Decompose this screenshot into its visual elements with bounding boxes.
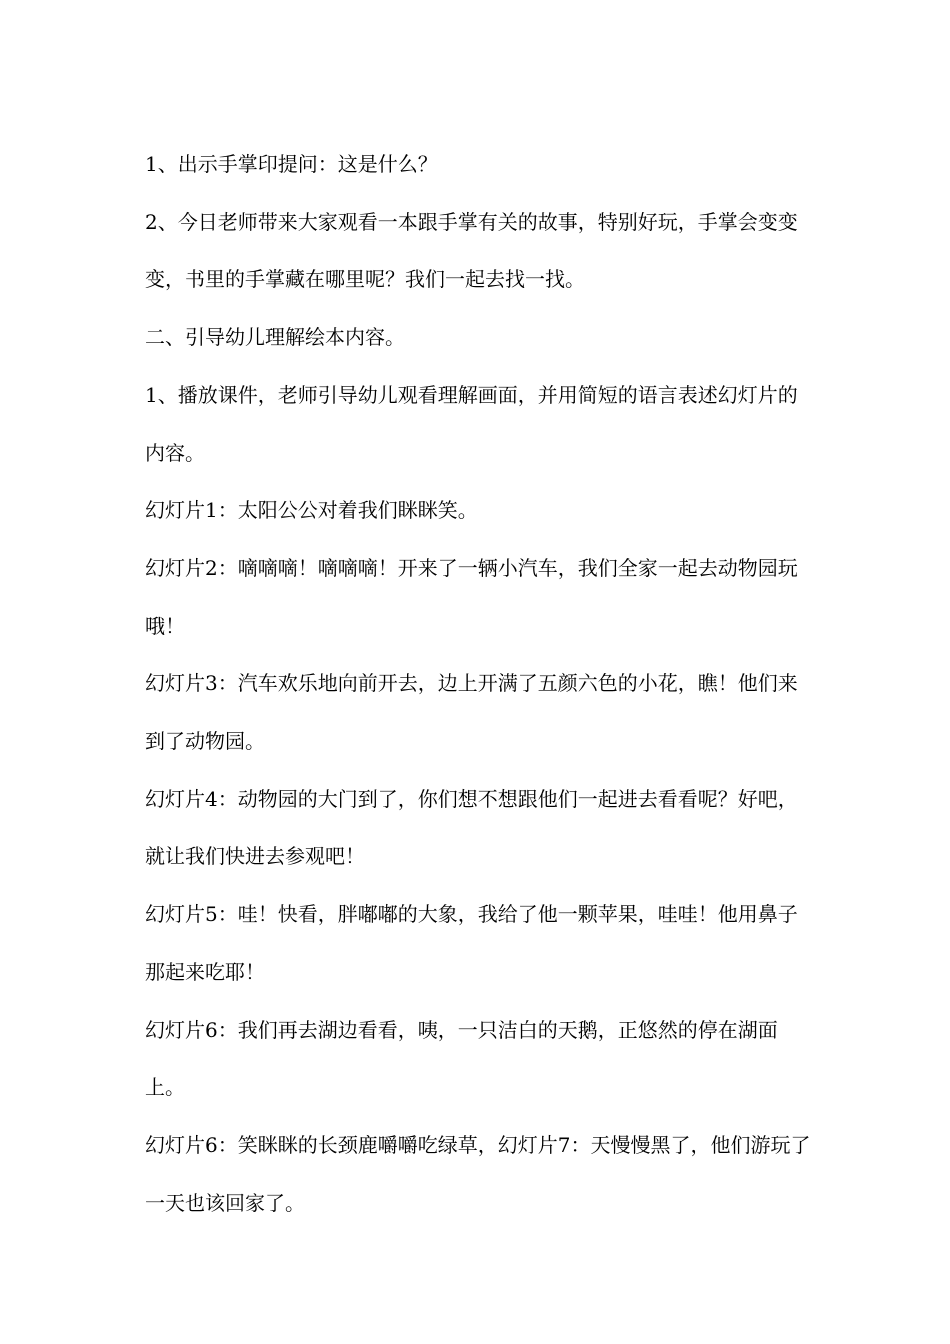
document-page xyxy=(145,136,815,1232)
slide-6-7-text: 幻灯片6：笑眯眯的长颈鹿嚼嚼吃绿草，幻灯片7：天慢慢黑了，他们游玩了一天也该回家了。 xyxy=(145,1132,811,1215)
paragraph-play-slides: 1、播放课件，老师引导幼儿观看理解画面，并用简短的语言表述幻灯片的内容。 xyxy=(145,382,798,465)
slide-3-text: 幻灯片3：汽车欢乐地向前开去，边上开满了五颜六色的小花，瞧！他们来到了动物园。 xyxy=(145,671,798,754)
slide-2-text: 幻灯片2：嘀嘀嘀！嘀嘀嘀！开来了一辆小汽车，我们全家一起去动物园玩哦！ xyxy=(145,555,798,638)
paragraph-step-1: 1、出示手掌印提问：这是什么？ xyxy=(145,152,438,176)
slide-4-text: 幻灯片4：动物园的大门到了，你们想不想跟他们一起进去看看呢？好吧，就让我们快进去参观吧！ xyxy=(145,786,798,869)
paragraph-step-2: 2、今日老师带来大家观看一本跟手掌有关的故事，特别好玩，手掌会变变变，书里的手掌藏在哪里呢？我们一起去找一找。 xyxy=(145,209,798,292)
slide-5-text: 幻灯片5：哇！快看，胖嘟嘟的大象，我给了他一颗苹果，哇哇！他用鼻子那起来吃耶！ xyxy=(145,902,798,984)
slide-1-text: 幻灯片1：太阳公公对着我们眯眯笑。 xyxy=(145,498,478,523)
slide-6-text: 幻灯片6：我们再去湖边看看，咦，一只洁白的天鹅，正悠然的停在湖面上。 xyxy=(145,1017,778,1100)
section-heading: 二、引导幼儿理解绘本内容。 xyxy=(145,325,405,350)
